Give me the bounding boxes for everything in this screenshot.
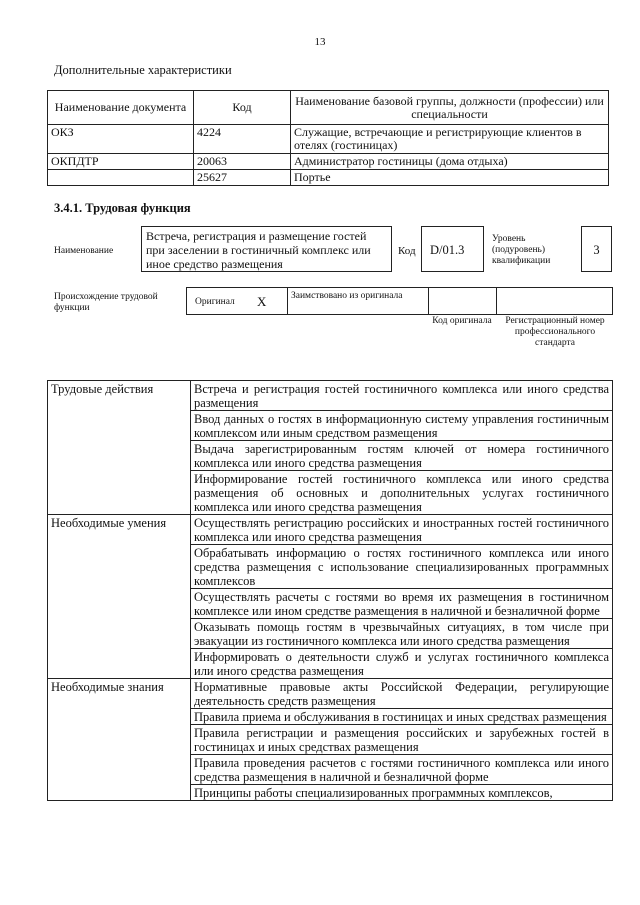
code-label: Код bbox=[398, 245, 416, 257]
requirement-item: Осуществлять регистрацию российских и иностранных гостей гостиничного комплекса или иного средства размещения bbox=[191, 515, 613, 545]
additional-characteristics-table bbox=[47, 90, 609, 186]
requirement-item: Встреча и регистрация гостей гостиничного комплекса или иного средства размещения bbox=[191, 381, 613, 411]
requirement-item: Ввод данных о гостях в информационную систему управления гостиничным комплексом или иным средством размещения bbox=[191, 411, 613, 441]
cell-code: 20063 bbox=[194, 154, 291, 170]
name-label: Наименование bbox=[54, 246, 114, 256]
section-heading: Дополнительные характеристики bbox=[54, 63, 232, 77]
table-header-row bbox=[48, 91, 609, 125]
requirement-item: Оказывать помощь гостям в чрезвычайных ситуациях, в том числе при эвакуации из гостиничного комплекса или иного средства размещения bbox=[191, 619, 613, 649]
cell-code: 4224 bbox=[194, 125, 291, 154]
original-label: Оригинал bbox=[195, 297, 235, 307]
borrowed-label: Заимствовано из оригинала bbox=[291, 291, 403, 301]
cell-document: ОКЗ bbox=[48, 125, 194, 154]
cell-group-name: Служащие, встречающие и регистрирующие клиентов в отелях (гостиницах) bbox=[291, 125, 609, 154]
reg-number-label: Регистрационный номер профессионального стандарта bbox=[505, 316, 605, 348]
requirement-item: Принципы работы специализированных программных комплексов, bbox=[191, 785, 613, 801]
function-code-value: D/01.3 bbox=[430, 243, 465, 257]
column-header-group-name: Наименование базовой группы, должности (профессии) или специальности bbox=[291, 91, 609, 125]
divider bbox=[428, 287, 429, 315]
category-knowledge: Необходимые знания bbox=[48, 679, 191, 801]
category-skills: Необходимые умения bbox=[48, 515, 191, 679]
requirement-item: Выдача зарегистрированным гостям ключей от номера гостиничного комплекса или иного средства размещения bbox=[191, 441, 613, 471]
requirement-item: Информирование гостей гостиничного комплекса или иного средства размещения об основных и дополнительных услугах гостиничного комплекса или иного средства размещения bbox=[191, 471, 613, 515]
category-labor-actions: Трудовые действия bbox=[48, 381, 191, 515]
requirement-item: Правила проведения расчетов с гостями гостиничного комплекса или иного средства размещения в наличной и безналичной форме bbox=[191, 755, 613, 785]
divider bbox=[287, 287, 288, 315]
requirement-item: Информировать о деятельности служб и услугах гостиничного комплекса или иного средства размещения bbox=[191, 649, 613, 679]
requirement-item: Нормативные правовые акты Российской Федерации, регулирующие деятельность средств размещения bbox=[191, 679, 613, 709]
table-row bbox=[48, 125, 609, 154]
cell-document bbox=[48, 170, 194, 186]
function-name-box bbox=[141, 226, 392, 272]
cell-group-name: Администратор гостиницы (дома отдыха) bbox=[291, 154, 609, 170]
requirement-item: Осуществлять расчеты с гостями во время их размещения в гостиничном комплексе или ином средстве размещения в наличной и безналичной форме bbox=[191, 589, 613, 619]
cell-document: ОКПДТР bbox=[48, 154, 194, 170]
cell-group-name: Портье bbox=[291, 170, 609, 186]
table-row bbox=[48, 154, 609, 170]
level-value: 3 bbox=[593, 243, 600, 257]
table-row bbox=[48, 170, 609, 186]
origin-label: Происхождение трудовой функции bbox=[54, 292, 158, 313]
column-header-document: Наименование документа bbox=[48, 91, 194, 125]
origin-box bbox=[186, 287, 613, 315]
code-original-label: Код оригинала bbox=[432, 316, 492, 326]
requirements-table bbox=[47, 380, 613, 801]
level-box bbox=[581, 226, 612, 272]
page-number: 13 bbox=[314, 36, 326, 48]
requirement-item: Обрабатывать информацию о гостях гостиничного комплекса или иного средства размещения с использование специализированных программных комплексов bbox=[191, 545, 613, 589]
column-header-code: Код bbox=[194, 91, 291, 125]
divider bbox=[496, 287, 497, 315]
level-label: Уровень (подуровень) квалификации bbox=[492, 234, 551, 266]
cell-code: 25627 bbox=[194, 170, 291, 186]
subsection-title: 3.4.1. Трудовая функция bbox=[54, 201, 191, 215]
function-code-box bbox=[421, 226, 484, 272]
original-mark: X bbox=[257, 294, 267, 309]
requirement-item: Правила регистрации и размещения российских и зарубежных гостей в гостиницах и иных средствах размещения bbox=[191, 725, 613, 755]
function-name-value: Встреча, регистрация и размещение гостей при заселении в гостиничный комплекс или иное средство размещения bbox=[146, 229, 371, 271]
requirement-item: Правила приема и обслуживания в гостиницах и иных средствах размещения bbox=[191, 709, 613, 725]
